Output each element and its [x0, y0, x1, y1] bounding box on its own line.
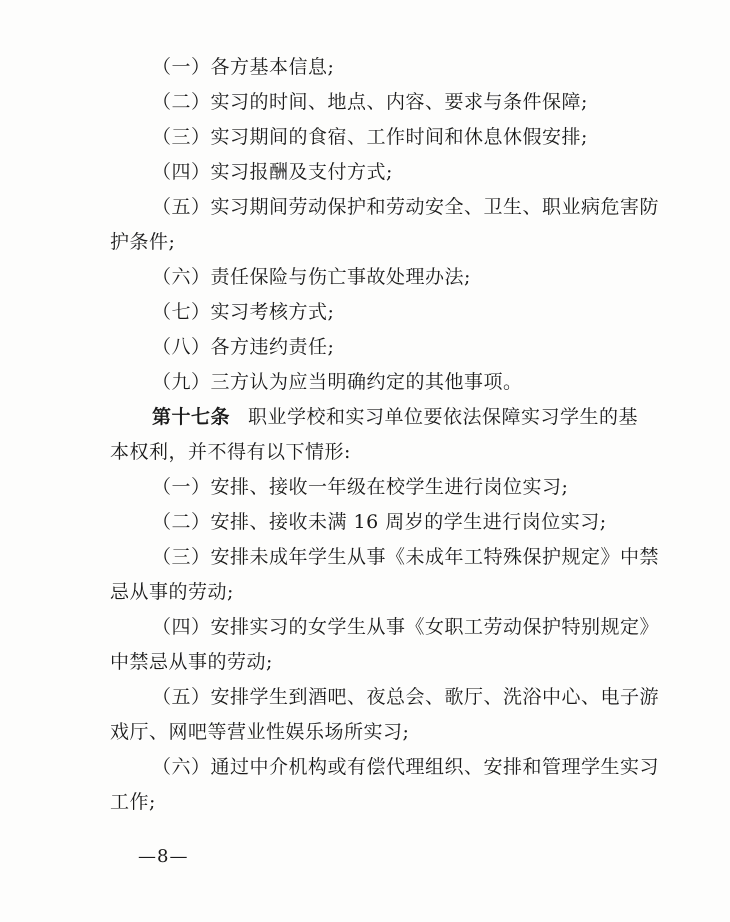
list-item: （五）实习期间劳动保护和劳动安全、卫生、职业病危害防: [152, 196, 660, 218]
list-item-continuation: 戏厅、网吧等营业性娱乐场所实习;: [110, 721, 410, 743]
list-item-continuation: 忌从事的劳动;: [110, 581, 234, 603]
page-number: —8—: [138, 846, 189, 867]
list-item: （七）实习考核方式;: [152, 301, 335, 323]
list-item: （二）实习的时间、地点、内容、要求与条件保障;: [152, 91, 588, 113]
article-title: 第十七条: [152, 406, 231, 428]
document-body: [110, 50, 660, 820]
list-item: （六）责任保险与伤亡事故处理办法;: [152, 266, 471, 288]
list-item: （三）安排未成年学生从事《未成年工特殊保护规定》中禁: [152, 546, 660, 568]
list-item-continuation: 中禁忌从事的劳动;: [110, 651, 273, 673]
list-item-continuation: 工作;: [110, 791, 156, 813]
list-item: （四）实习报酬及支付方式;: [152, 161, 393, 183]
article-heading-line: [110, 400, 645, 435]
list-item: （三）实习期间的食宿、工作时间和休息休假安排;: [152, 126, 588, 148]
list-item: （九）三方认为应当明确约定的其他事项。: [152, 371, 523, 393]
list-item: （四）安排实习的女学生从事《女职工劳动保护特别规定》: [152, 616, 660, 638]
list-item: （八）各方违约责任;: [152, 336, 335, 358]
list-item-continuation: 护条件;: [110, 231, 176, 253]
list-item: （二）安排、接收未满 16 周岁的学生进行岗位实习;: [152, 511, 607, 533]
list-item: （五）安排学生到酒吧、夜总会、歌厅、洗浴中心、电子游: [152, 686, 660, 708]
article-text-continuation: 本权利，并不得有以下情形:: [110, 441, 351, 463]
list-item: （六）通过中介机构或有偿代理组织、安排和管理学生实习: [152, 756, 660, 778]
list-item: （一）各方基本信息;: [152, 56, 335, 78]
article-text: 职业学校和实习单位要依法保障实习学生的基: [248, 406, 639, 428]
list-item: （一）安排、接收一年级在校学生进行岗位实习;: [152, 476, 569, 498]
